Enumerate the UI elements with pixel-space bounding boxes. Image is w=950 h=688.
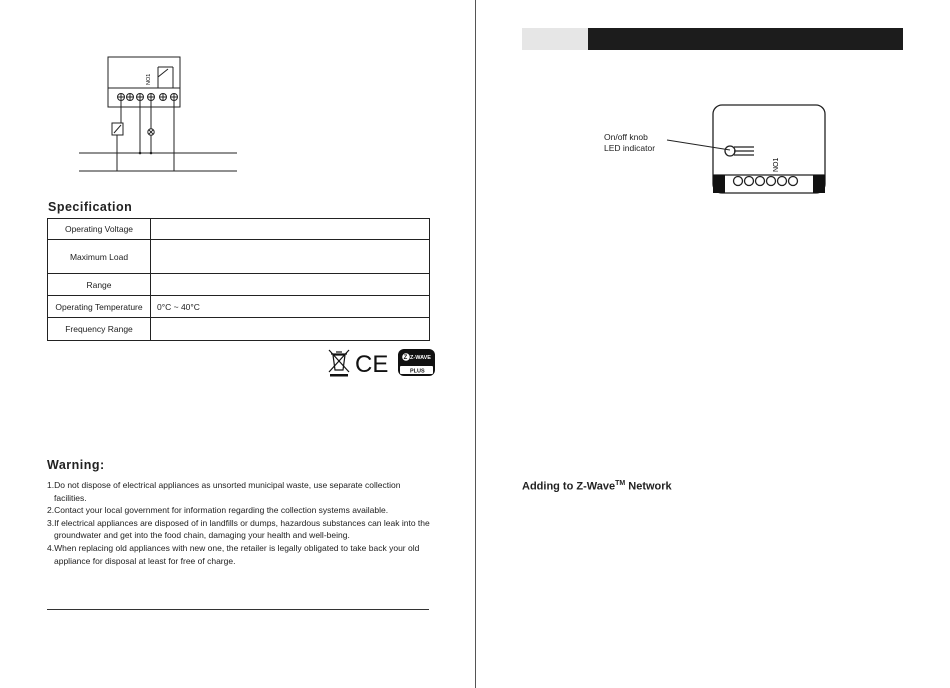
warning-list (47, 479, 432, 567)
list-item: 4.When replacing old appliances with new one, the retailer is legally obligated to take back your old appliance for disposal at least for free of charge. (47, 542, 420, 566)
trademark-sup: TM (615, 480, 626, 487)
wiring-diagram (75, 55, 245, 180)
zwave-heading-main: Adding to Z-Wave (522, 480, 616, 493)
list-item: 3.If electrical appliances are disposed of in landfills or dumps, hazardous substances can leak into the groundwater and get into the food chain, damaging your health and well-being. (47, 517, 430, 541)
spec-value: 0°C ~ 40°C (151, 296, 430, 318)
specification-heading: Specification (48, 200, 133, 214)
spec-label: Range (48, 274, 151, 296)
spec-label: Operating Voltage (48, 219, 151, 240)
zwave-brand: Z-WAVE (410, 355, 431, 361)
device-terminal-label: NO1 (773, 157, 780, 172)
spec-value (151, 318, 430, 341)
spec-label: Operating Temperature (48, 296, 151, 318)
zwave-plus-text: PLUS (410, 368, 425, 375)
weee-bin-icon (329, 350, 349, 372)
list-item: 1.Do not dispose of electrical appliances as unsorted municipal waste, use separate collection facilities. (47, 480, 401, 503)
callout-led-label: LED indicator (604, 143, 656, 153)
section-header-tab (522, 28, 588, 50)
svg-text:Z: Z (403, 355, 408, 362)
relay-label: NO1 (146, 73, 152, 85)
spec-value (151, 219, 430, 240)
spec-value (151, 274, 430, 296)
spec-value (151, 240, 430, 274)
list-item: 2.Contact your local government for information regarding the collection systems available. (47, 505, 389, 516)
certification-marks (326, 346, 438, 378)
device-illustration (712, 104, 827, 196)
warning-heading: Warning: (47, 458, 105, 472)
table-row (48, 219, 430, 240)
table-row (48, 240, 430, 274)
table-row (48, 318, 430, 341)
page-fold (475, 0, 476, 688)
spec-label: Frequency Range (48, 318, 151, 341)
table-row (48, 296, 430, 318)
zwave-network-heading (522, 480, 672, 493)
specification-table (47, 218, 430, 341)
zwave-heading-tail: Network (625, 480, 672, 493)
spec-label: Maximum Load (48, 240, 151, 274)
terminal-holes (734, 177, 798, 186)
ce-mark-icon: CE (355, 351, 389, 378)
on-off-knob (725, 146, 735, 156)
terminal-screws (118, 94, 178, 101)
table-row (48, 274, 430, 296)
callout-knob-label: On/off knob (604, 132, 648, 142)
footer-divider (47, 609, 429, 610)
